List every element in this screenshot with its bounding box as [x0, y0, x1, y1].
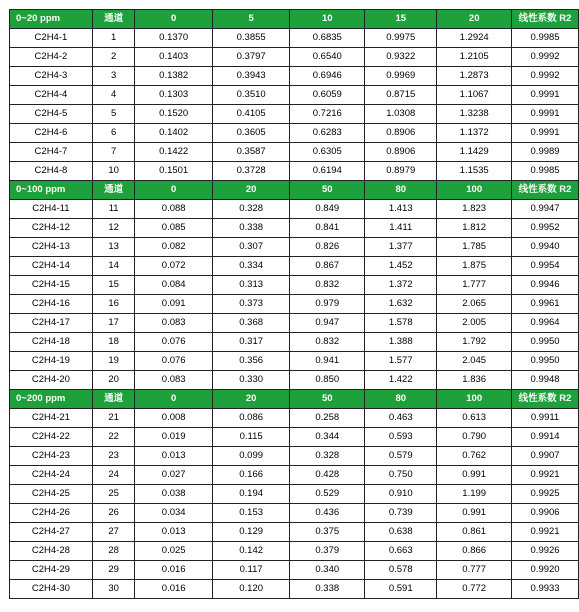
cell-r2: 0.9920: [512, 561, 579, 580]
cell-r2: 0.9947: [512, 200, 579, 219]
cell-range: C2H4-20: [10, 371, 93, 390]
table-row: [10, 504, 579, 523]
cell-r2: 0.9926: [512, 542, 579, 561]
cell-c0: 0.076: [135, 333, 212, 352]
header-cell-c2: 50: [290, 181, 365, 200]
cell-c4: 0.613: [437, 409, 512, 428]
cell-channel: 23: [92, 447, 135, 466]
cell-c4: 0.777: [437, 561, 512, 580]
cell-channel: 29: [92, 561, 135, 580]
cell-r2: 0.9985: [512, 29, 579, 48]
cell-c0: 0.013: [135, 447, 212, 466]
cell-r2: 0.9964: [512, 314, 579, 333]
header-cell-range: 0~20 ppm: [10, 10, 93, 29]
cell-range: C2H4-15: [10, 276, 93, 295]
cell-c4: 1.2924: [437, 29, 512, 48]
cell-c3: 1.452: [365, 257, 437, 276]
cell-c2: 0.529: [290, 485, 365, 504]
cell-c4: 1.2873: [437, 67, 512, 86]
cell-c0: 0.016: [135, 561, 212, 580]
cell-channel: 1: [92, 29, 135, 48]
cell-c2: 0.428: [290, 466, 365, 485]
cell-range: C2H4-5: [10, 105, 93, 124]
header-cell-c0: 0: [135, 10, 212, 29]
cell-c1: 0.099: [212, 447, 289, 466]
cell-c0: 0.038: [135, 485, 212, 504]
cell-c4: 0.861: [437, 523, 512, 542]
cell-range: C2H4-28: [10, 542, 93, 561]
cell-r2: 0.9921: [512, 523, 579, 542]
cell-c2: 0.344: [290, 428, 365, 447]
table-row: [10, 200, 579, 219]
cell-c1: 0.313: [212, 276, 289, 295]
cell-range: C2H4-21: [10, 409, 93, 428]
cell-range: C2H4-2: [10, 48, 93, 67]
cell-range: C2H4-17: [10, 314, 93, 333]
cell-channel: 4: [92, 86, 135, 105]
cell-c0: 0.076: [135, 352, 212, 371]
cell-c2: 0.947: [290, 314, 365, 333]
cell-channel: 25: [92, 485, 135, 504]
cell-c2: 0.379: [290, 542, 365, 561]
cell-channel: 19: [92, 352, 135, 371]
cell-r2: 0.9948: [512, 371, 579, 390]
table-row: [10, 86, 579, 105]
cell-range: C2H4-30: [10, 580, 93, 599]
cell-channel: 26: [92, 504, 135, 523]
cell-c1: 0.368: [212, 314, 289, 333]
table-row: [10, 295, 579, 314]
cell-c3: 0.591: [365, 580, 437, 599]
cell-c3: 0.8906: [365, 143, 437, 162]
table-row: [10, 124, 579, 143]
cell-channel: 3: [92, 67, 135, 86]
cell-channel: 24: [92, 466, 135, 485]
cell-c1: 0.3943: [212, 67, 289, 86]
cell-r2: 0.9925: [512, 485, 579, 504]
cell-c4: 1.836: [437, 371, 512, 390]
cell-c3: 1.578: [365, 314, 437, 333]
section-header-row: [10, 181, 579, 200]
cell-range: C2H4-29: [10, 561, 93, 580]
header-cell-r2: 线性系数 R2: [512, 390, 579, 409]
cell-range: C2H4-18: [10, 333, 93, 352]
cell-r2: 0.9946: [512, 276, 579, 295]
header-cell-c4: 20: [437, 10, 512, 29]
header-cell-r2: 线性系数 R2: [512, 10, 579, 29]
cell-c4: 2.005: [437, 314, 512, 333]
cell-c1: 0.3605: [212, 124, 289, 143]
cell-c0: 0.088: [135, 200, 212, 219]
table-row: [10, 409, 579, 428]
cell-c0: 0.091: [135, 295, 212, 314]
cell-c4: 1.875: [437, 257, 512, 276]
cell-c2: 0.6283: [290, 124, 365, 143]
cell-c0: 0.085: [135, 219, 212, 238]
cell-c4: 1.1372: [437, 124, 512, 143]
cell-c2: 0.849: [290, 200, 365, 219]
cell-channel: 10: [92, 162, 135, 181]
cell-c4: 0.772: [437, 580, 512, 599]
cell-r2: 0.9907: [512, 447, 579, 466]
cell-c2: 0.6305: [290, 143, 365, 162]
table-row: [10, 428, 579, 447]
cell-c4: 1.812: [437, 219, 512, 238]
cell-c0: 0.1382: [135, 67, 212, 86]
cell-channel: 7: [92, 143, 135, 162]
cell-c0: 0.027: [135, 466, 212, 485]
cell-range: C2H4-8: [10, 162, 93, 181]
cell-r2: 0.9906: [512, 504, 579, 523]
cell-c4: 1.777: [437, 276, 512, 295]
cell-c4: 1.3238: [437, 105, 512, 124]
table-row: [10, 48, 579, 67]
table-row: [10, 314, 579, 333]
cell-c1: 0.129: [212, 523, 289, 542]
cell-r2: 0.9950: [512, 333, 579, 352]
cell-channel: 14: [92, 257, 135, 276]
cell-c2: 0.6540: [290, 48, 365, 67]
cell-c3: 0.663: [365, 542, 437, 561]
cell-c1: 0.086: [212, 409, 289, 428]
cell-range: C2H4-11: [10, 200, 93, 219]
cell-c3: 1.632: [365, 295, 437, 314]
cell-c4: 1.199: [437, 485, 512, 504]
cell-c0: 0.083: [135, 314, 212, 333]
header-cell-c1: 20: [212, 181, 289, 200]
cell-r2: 0.9991: [512, 86, 579, 105]
cell-c3: 0.9975: [365, 29, 437, 48]
cell-c0: 0.1422: [135, 143, 212, 162]
cell-range: C2H4-14: [10, 257, 93, 276]
cell-c3: 0.463: [365, 409, 437, 428]
header-cell-range: 0~100 ppm: [10, 181, 93, 200]
cell-c2: 0.6194: [290, 162, 365, 181]
cell-c2: 0.7216: [290, 105, 365, 124]
cell-c0: 0.084: [135, 276, 212, 295]
cell-range: C2H4-16: [10, 295, 93, 314]
cell-channel: 28: [92, 542, 135, 561]
cell-c0: 0.019: [135, 428, 212, 447]
cell-c3: 0.578: [365, 561, 437, 580]
header-cell-c1: 20: [212, 390, 289, 409]
cell-c3: 1.0308: [365, 105, 437, 124]
header-cell-range: 0~200 ppm: [10, 390, 93, 409]
cell-c0: 0.1402: [135, 124, 212, 143]
cell-c1: 0.117: [212, 561, 289, 580]
cell-r2: 0.9952: [512, 219, 579, 238]
cell-c3: 1.411: [365, 219, 437, 238]
cell-c0: 0.034: [135, 504, 212, 523]
table-row: [10, 67, 579, 86]
section-header-row: [10, 390, 579, 409]
cell-channel: 22: [92, 428, 135, 447]
header-cell-c2: 10: [290, 10, 365, 29]
cell-c4: 2.065: [437, 295, 512, 314]
cell-c1: 0.373: [212, 295, 289, 314]
cell-r2: 0.9989: [512, 143, 579, 162]
cell-c3: 0.9322: [365, 48, 437, 67]
table-row: [10, 561, 579, 580]
cell-c4: 1.785: [437, 238, 512, 257]
cell-channel: 20: [92, 371, 135, 390]
cell-c1: 0.166: [212, 466, 289, 485]
cell-r2: 0.9914: [512, 428, 579, 447]
cell-c2: 0.941: [290, 352, 365, 371]
cell-c0: 0.082: [135, 238, 212, 257]
cell-r2: 0.9961: [512, 295, 579, 314]
table-body: [10, 10, 579, 599]
cell-channel: 18: [92, 333, 135, 352]
cell-c4: 0.790: [437, 428, 512, 447]
table-row: [10, 105, 579, 124]
cell-c2: 0.850: [290, 371, 365, 390]
table-row: [10, 219, 579, 238]
cell-c1: 0.142: [212, 542, 289, 561]
cell-r2: 0.9933: [512, 580, 579, 599]
cell-range: C2H4-6: [10, 124, 93, 143]
cell-c3: 1.413: [365, 200, 437, 219]
cell-r2: 0.9954: [512, 257, 579, 276]
cell-c2: 0.832: [290, 333, 365, 352]
cell-c1: 0.3510: [212, 86, 289, 105]
cell-c1: 0.3728: [212, 162, 289, 181]
table-row: [10, 29, 579, 48]
table-row: [10, 447, 579, 466]
cell-c2: 0.436: [290, 504, 365, 523]
calibration-table: [9, 9, 579, 599]
cell-c2: 0.328: [290, 447, 365, 466]
cell-channel: 21: [92, 409, 135, 428]
cell-r2: 0.9991: [512, 124, 579, 143]
cell-range: C2H4-19: [10, 352, 93, 371]
cell-c2: 0.258: [290, 409, 365, 428]
cell-c0: 0.072: [135, 257, 212, 276]
cell-c1: 0.307: [212, 238, 289, 257]
cell-c3: 0.579: [365, 447, 437, 466]
cell-range: C2H4-23: [10, 447, 93, 466]
header-cell-c2: 50: [290, 390, 365, 409]
cell-c4: 0.762: [437, 447, 512, 466]
header-cell-c4: 100: [437, 390, 512, 409]
cell-channel: 13: [92, 238, 135, 257]
cell-c4: 1.792: [437, 333, 512, 352]
cell-c1: 0.317: [212, 333, 289, 352]
cell-c4: 0.991: [437, 504, 512, 523]
cell-c1: 0.3855: [212, 29, 289, 48]
cell-c2: 0.6835: [290, 29, 365, 48]
cell-c0: 0.013: [135, 523, 212, 542]
cell-c4: 1.1429: [437, 143, 512, 162]
cell-c1: 0.334: [212, 257, 289, 276]
cell-c1: 0.194: [212, 485, 289, 504]
cell-range: C2H4-26: [10, 504, 93, 523]
cell-c0: 0.1403: [135, 48, 212, 67]
cell-c1: 0.153: [212, 504, 289, 523]
cell-c0: 0.016: [135, 580, 212, 599]
table-row: [10, 466, 579, 485]
cell-c2: 0.979: [290, 295, 365, 314]
cell-c3: 0.8715: [365, 86, 437, 105]
cell-c0: 0.1520: [135, 105, 212, 124]
cell-c0: 0.1303: [135, 86, 212, 105]
cell-c3: 0.739: [365, 504, 437, 523]
cell-c2: 0.6059: [290, 86, 365, 105]
cell-channel: 30: [92, 580, 135, 599]
cell-c0: 0.083: [135, 371, 212, 390]
header-cell-c0: 0: [135, 390, 212, 409]
cell-r2: 0.9911: [512, 409, 579, 428]
cell-channel: 12: [92, 219, 135, 238]
cell-r2: 0.9940: [512, 238, 579, 257]
cell-c1: 0.115: [212, 428, 289, 447]
header-cell-channel: 通道: [92, 10, 135, 29]
table-row: [10, 238, 579, 257]
cell-channel: 6: [92, 124, 135, 143]
cell-c4: 0.866: [437, 542, 512, 561]
cell-range: C2H4-1: [10, 29, 93, 48]
cell-c1: 0.356: [212, 352, 289, 371]
cell-range: C2H4-13: [10, 238, 93, 257]
header-cell-channel: 通道: [92, 390, 135, 409]
cell-c2: 0.826: [290, 238, 365, 257]
header-cell-c1: 5: [212, 10, 289, 29]
cell-r2: 0.9992: [512, 67, 579, 86]
cell-c2: 0.841: [290, 219, 365, 238]
cell-c3: 1.422: [365, 371, 437, 390]
table-row: [10, 485, 579, 504]
cell-c4: 2.045: [437, 352, 512, 371]
cell-c3: 0.910: [365, 485, 437, 504]
cell-c1: 0.328: [212, 200, 289, 219]
cell-c1: 0.330: [212, 371, 289, 390]
cell-range: C2H4-24: [10, 466, 93, 485]
header-cell-c3: 80: [365, 390, 437, 409]
table-row: [10, 276, 579, 295]
table-row: [10, 162, 579, 181]
section-header-row: [10, 10, 579, 29]
cell-c4: 1.1067: [437, 86, 512, 105]
cell-c1: 0.3797: [212, 48, 289, 67]
cell-c1: 0.3587: [212, 143, 289, 162]
cell-range: C2H4-22: [10, 428, 93, 447]
header-cell-r2: 线性系数 R2: [512, 181, 579, 200]
cell-c3: 0.750: [365, 466, 437, 485]
cell-c1: 0.338: [212, 219, 289, 238]
table-row: [10, 333, 579, 352]
cell-c1: 0.4105: [212, 105, 289, 124]
cell-range: C2H4-25: [10, 485, 93, 504]
header-cell-c4: 100: [437, 181, 512, 200]
cell-c2: 0.340: [290, 561, 365, 580]
cell-c3: 1.388: [365, 333, 437, 352]
cell-c3: 0.638: [365, 523, 437, 542]
cell-c4: 1.823: [437, 200, 512, 219]
cell-c1: 0.120: [212, 580, 289, 599]
cell-c0: 0.025: [135, 542, 212, 561]
cell-c0: 0.1370: [135, 29, 212, 48]
cell-channel: 27: [92, 523, 135, 542]
table-row: [10, 371, 579, 390]
cell-c4: 1.1535: [437, 162, 512, 181]
header-cell-c0: 0: [135, 181, 212, 200]
table-row: [10, 580, 579, 599]
table-row: [10, 523, 579, 542]
cell-r2: 0.9992: [512, 48, 579, 67]
cell-c0: 0.1501: [135, 162, 212, 181]
cell-c4: 0.991: [437, 466, 512, 485]
header-cell-c3: 80: [365, 181, 437, 200]
cell-c2: 0.338: [290, 580, 365, 599]
cell-range: C2H4-3: [10, 67, 93, 86]
cell-c3: 0.8906: [365, 124, 437, 143]
header-cell-c3: 15: [365, 10, 437, 29]
cell-c0: 0.008: [135, 409, 212, 428]
cell-c3: 0.8979: [365, 162, 437, 181]
cell-channel: 11: [92, 200, 135, 219]
cell-c2: 0.867: [290, 257, 365, 276]
cell-c3: 1.577: [365, 352, 437, 371]
cell-c2: 0.832: [290, 276, 365, 295]
cell-c2: 0.375: [290, 523, 365, 542]
cell-channel: 2: [92, 48, 135, 67]
cell-c4: 1.2105: [437, 48, 512, 67]
table-row: [10, 352, 579, 371]
cell-c3: 0.593: [365, 428, 437, 447]
table-row: [10, 143, 579, 162]
header-cell-channel: 通道: [92, 181, 135, 200]
cell-r2: 0.9921: [512, 466, 579, 485]
cell-range: C2H4-7: [10, 143, 93, 162]
table-row: [10, 542, 579, 561]
cell-c3: 1.377: [365, 238, 437, 257]
cell-r2: 0.9950: [512, 352, 579, 371]
cell-r2: 0.9985: [512, 162, 579, 181]
cell-channel: 5: [92, 105, 135, 124]
cell-range: C2H4-4: [10, 86, 93, 105]
cell-c2: 0.6946: [290, 67, 365, 86]
cell-channel: 17: [92, 314, 135, 333]
cell-c3: 0.9969: [365, 67, 437, 86]
cell-range: C2H4-12: [10, 219, 93, 238]
cell-channel: 16: [92, 295, 135, 314]
cell-channel: 15: [92, 276, 135, 295]
cell-range: C2H4-27: [10, 523, 93, 542]
table-row: [10, 257, 579, 276]
cell-r2: 0.9991: [512, 105, 579, 124]
cell-c3: 1.372: [365, 276, 437, 295]
